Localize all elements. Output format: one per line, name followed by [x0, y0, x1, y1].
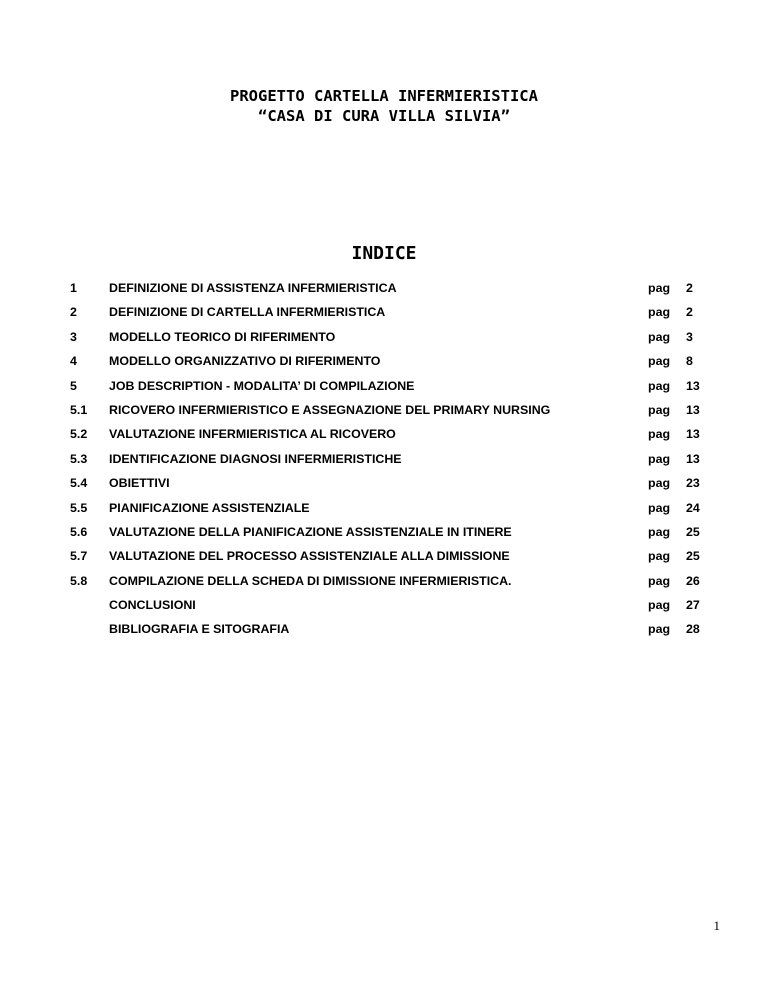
toc-entry-title: DEFINIZIONE DI ASSISTENZA INFERMIERISTICA [109, 281, 397, 295]
toc-entry-title: JOB DESCRIPTION - MODALITA’ DI COMPILAZIONE [109, 378, 415, 393]
toc-row [70, 617, 710, 641]
toc-pag-label: pag [648, 500, 671, 515]
document-title-line-1: PROGETTO CARTELLA INFERMIERISTICA [230, 87, 538, 105]
toc-entry-number: 5.4 [70, 476, 88, 491]
toc-entry-title: DEFINIZIONE DI CARTELLA INFERMIERISTICA [109, 305, 386, 320]
toc-page-number: 2 [686, 281, 693, 295]
toc-pag-label: pag [648, 549, 671, 564]
toc-entry-title: BIBLIOGRAFIA E SITOGRAFIA [109, 622, 290, 637]
toc-page-number: 13 [686, 378, 700, 393]
toc-pag-label: pag [648, 476, 671, 491]
toc-entry-number: 5.1 [70, 402, 88, 417]
toc-pag-label: pag [648, 329, 671, 344]
toc-entry-number: 5.2 [70, 427, 88, 442]
toc-page-number: 2 [686, 305, 693, 320]
toc-entry-title: VALUTAZIONE DEL PROCESSO ASSISTENZIALE ALLA DIMISSIONE [109, 549, 510, 564]
toc-page-number: 23 [686, 476, 700, 491]
toc-pag-label: pag [648, 598, 671, 613]
toc-page-number: 25 [686, 549, 700, 564]
toc-page-number: 8 [686, 354, 693, 369]
toc-page-number: 28 [686, 622, 700, 637]
toc-pag-label: pag [648, 573, 671, 588]
toc-pag-label: pag [648, 402, 671, 417]
toc-entry-number: 5.8 [70, 573, 88, 588]
toc-entry-number: 5.7 [70, 549, 88, 564]
toc-entry-number: 5.3 [70, 451, 88, 466]
toc-row [70, 520, 710, 544]
toc-page-number: 13 [686, 427, 700, 442]
toc-row [70, 496, 710, 520]
page-number: 1 [713, 918, 720, 933]
index-heading: INDICE [351, 243, 417, 264]
toc-entry-number: 5.5 [70, 500, 88, 515]
toc-page-number: 25 [686, 524, 700, 539]
toc-entry-title: VALUTAZIONE INFERMIERISTICA AL RICOVERO [109, 427, 396, 442]
document-title-line-2: “CASA DI CURA VILLA SILVIA” [258, 107, 510, 125]
toc-page-number: 13 [686, 402, 700, 417]
toc-page-number: 3 [686, 329, 693, 344]
toc-pag-label: pag [648, 451, 671, 466]
toc-entry-title: PIANIFICAZIONE ASSISTENZIALE [109, 500, 310, 515]
toc-row [70, 471, 710, 495]
toc-pag-label: pag [648, 524, 671, 539]
toc-entry-title: MODELLO TEORICO DI RIFERIMENTO [109, 329, 336, 344]
toc-entry-title: MODELLO ORGANIZZATIVO DI RIFERIMENTO [109, 354, 381, 369]
toc-row [70, 398, 710, 422]
toc-row [70, 300, 710, 324]
toc-row [70, 276, 710, 300]
toc-row [70, 325, 710, 349]
toc-pag-label: pag [648, 427, 671, 442]
toc-row [70, 422, 710, 446]
toc-entry-number: 2 [70, 305, 77, 320]
toc-row [70, 374, 710, 398]
toc-entry-number: 5 [70, 378, 77, 393]
toc-page-number: 27 [686, 598, 700, 613]
toc-pag-label: pag [648, 354, 671, 369]
toc-entry-number: 4 [70, 354, 77, 369]
toc-entry-title: IDENTIFICAZIONE DIAGNOSI INFERMIERISTICHE [109, 451, 402, 466]
toc-row [70, 569, 710, 593]
toc-entry-title: VALUTAZIONE DELLA PIANIFICAZIONE ASSISTENZIALE IN ITINERE [109, 524, 512, 539]
toc-page-number: 24 [686, 500, 700, 515]
toc-row [70, 544, 710, 568]
toc-pag-label: pag [648, 378, 671, 393]
toc-pag-label: pag [648, 622, 671, 637]
toc-entry-title: OBIETTIVI [109, 476, 170, 491]
table-of-contents [70, 276, 710, 642]
toc-entry-title: RICOVERO INFERMIERISTICO E ASSEGNAZIONE DEL PRIMARY NURSING [109, 402, 551, 417]
toc-entry-number: 3 [70, 329, 77, 344]
toc-entry-number: 1 [70, 281, 77, 295]
toc-row [70, 349, 710, 373]
toc-pag-label: pag [648, 305, 671, 320]
toc-entry-number: 5.6 [70, 524, 88, 539]
toc-pag-label: pag [648, 281, 671, 295]
toc-page-number: 13 [686, 451, 700, 466]
toc-entry-title: COMPILAZIONE DELLA SCHEDA DI DIMISSIONE INFERMIERISTICA. [109, 573, 512, 588]
toc-entry-title: CONCLUSIONI [109, 598, 196, 613]
toc-row [70, 593, 710, 617]
toc-page-number: 26 [686, 573, 700, 588]
toc-row [70, 447, 710, 471]
